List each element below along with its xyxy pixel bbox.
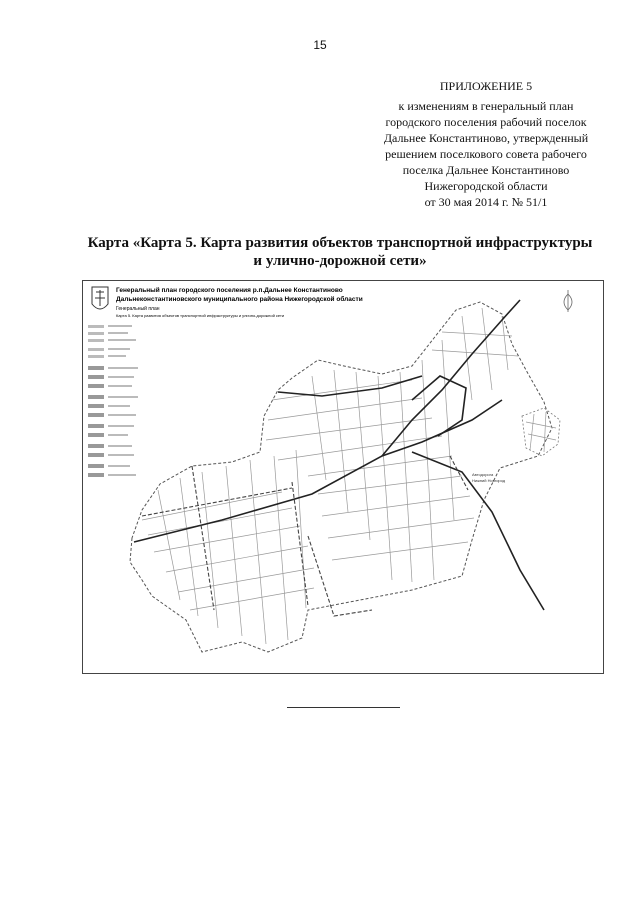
appendix-line: к изменениям в генеральный план: [398, 99, 574, 113]
map-figure: [82, 280, 604, 674]
map-header-line-1: Генеральный план городского поселения р.п.Дальнее Константиново: [116, 287, 343, 294]
page-number: 15: [313, 38, 327, 52]
map-title: [60, 234, 620, 270]
appendix-heading: ПРИЛОЖЕНИЕ 5: [439, 79, 533, 93]
appendix-line: Нижегородской области: [424, 179, 548, 193]
appendix-line: решением поселкового совета рабочего: [385, 147, 587, 161]
road-label-line-2: Нижний Новгород: [472, 478, 506, 483]
appendix-block: [352, 78, 620, 210]
map-header-line-4: Карта 5. Карта развития объектов транспортной инфраструктуры и улично-дорожной сети: [116, 313, 285, 318]
master-plan-map: [82, 280, 604, 674]
coat-of-arms-icon: [92, 287, 108, 309]
road-label-line-1: Автодорога: [472, 472, 494, 477]
appendix-line: от 30 мая 2014 г. № 51/1: [424, 195, 548, 209]
map-header-line-2: Дальнеконстантиновского муниципального района Нижегородской области: [116, 296, 363, 303]
appendix-line: поселка Дальнее Константиново: [402, 163, 570, 177]
map-header-line-3: Генеральный план: [116, 306, 160, 312]
appendix-line: городского поселения рабочий поселок: [385, 115, 587, 129]
map-title-line-1: Карта «Карта 5. Карта развития объектов транспортной инфраструктуры: [87, 235, 593, 251]
map-title-line-2: и улично-дорожной сети»: [253, 253, 427, 269]
footer-divider: [287, 707, 400, 708]
appendix-line: Дальнее Константиново, утвержденный: [383, 131, 589, 145]
